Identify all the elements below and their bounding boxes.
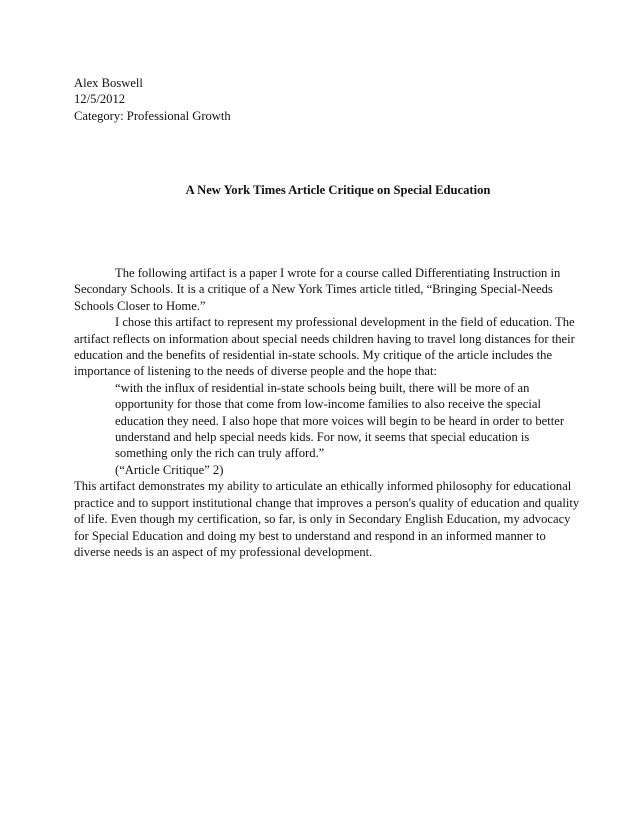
document-category: Category: Professional Growth bbox=[74, 108, 231, 123]
document-date: 12/5/2012 bbox=[74, 92, 126, 107]
block-quote: “with the influx of residential in-state schools being built, there will be more of an opportunity for those that come from low-income families to also receive the special education they need. I also hope that more voices will begin to be heard in order to better understand and help special needs kids. For now, it seems that special education is something only the rich can truly afford.” bbox=[115, 380, 565, 461]
paragraph-intro: The following artifact is a paper I wrote for a course called Differentiating Instruction in Secondary Schools. It is a critique of a New York Times article titled, “Bringing Special-Needs Schools Closer to Home.” bbox=[74, 266, 561, 313]
paragraph-reflection: I chose this artifact to represent my professional development in the field of education. The artifact reflects on information about special needs children having to travel long distances for their education and the benefits of residential in-state schools. My critique of the article includes the importance of listening to the needs of diverse people and the hope that: bbox=[74, 315, 575, 379]
document-header bbox=[74, 75, 574, 124]
author-name: Alex Boswell bbox=[74, 76, 143, 90]
quote-citation: (“Article Critique” 2) bbox=[115, 462, 224, 477]
document-body bbox=[74, 265, 582, 560]
document-title: A New York Times Article Critique on Special Education bbox=[185, 183, 491, 197]
paragraph-conclusion: This artifact demonstrates my ability to articulate an ethically informed philosophy for educational practice and to support institutional change that improves a person's quality of education and quality of life. Even though my certification, so far, is only in Secondary English Education, my advocacy for Special Education and doing my best to understand and respond in an informed manner to diverse needs is an aspect of my professional development. bbox=[74, 479, 580, 559]
